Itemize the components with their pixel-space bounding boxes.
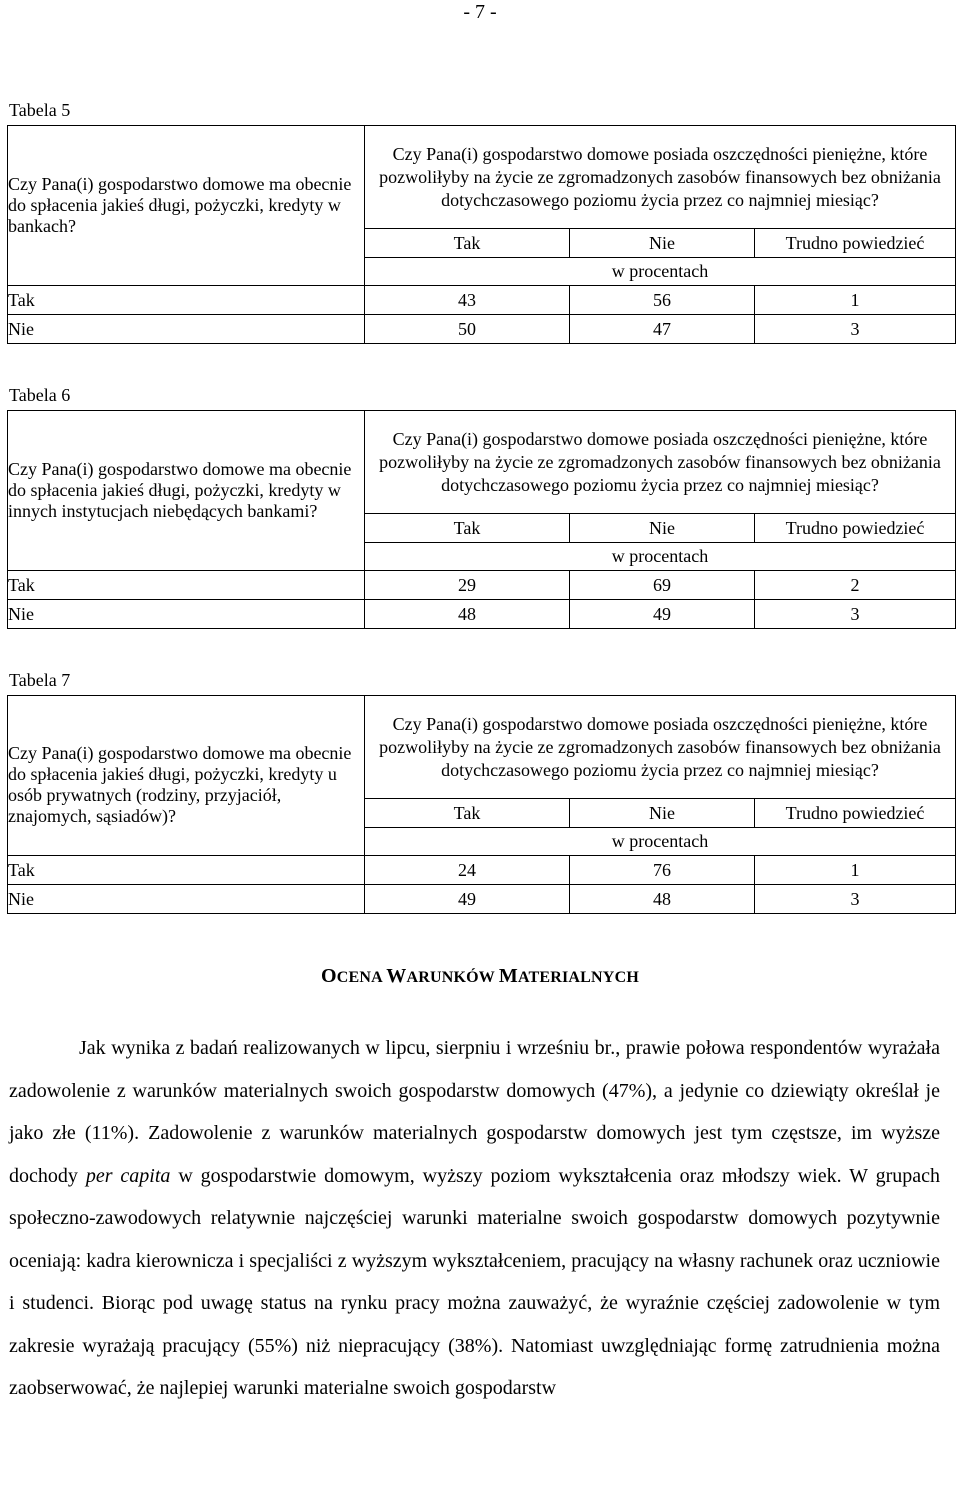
table-6-row-label: Tak: [8, 571, 365, 600]
table-cell: 3: [755, 315, 956, 344]
heading-initial: M: [498, 965, 518, 987]
table-cell: 29: [365, 571, 570, 600]
table-7-unit: w procentach: [365, 828, 956, 856]
table-cell: 49: [365, 885, 570, 914]
table-row: [8, 885, 956, 914]
table-5-row-label: Tak: [8, 286, 365, 315]
table-6-unit: w procentach: [365, 543, 956, 571]
table-row: [8, 315, 956, 344]
table-5-top-question: Czy Pana(i) gospodarstwo domowe posiada oszczędności pieniężne, które pozwoliłyby na życie ze zgromadzonych zasobów finansowych bez obniżania dotychczasowego poziomu życia przez co najmniej miesiąc?: [365, 126, 956, 229]
table-row: [8, 856, 956, 885]
table-cell: 3: [755, 600, 956, 629]
table-5-col-header: Nie: [570, 229, 755, 258]
heading-initial: W: [386, 965, 407, 987]
table-6-col-header: Tak: [365, 514, 570, 543]
table-5: [7, 125, 956, 344]
table-cell: 48: [365, 600, 570, 629]
table-7-col-header: Tak: [365, 799, 570, 828]
table-cell: 3: [755, 885, 956, 914]
heading-text: CENA: [336, 969, 387, 986]
body-paragraph: [9, 1027, 940, 1410]
heading-text: ATERIALNYCH: [517, 969, 639, 986]
table-5-col-header: Tak: [365, 229, 570, 258]
paragraph-text: w gospodarstwie domowym, wyższy poziom wykształcenia oraz młodszy wiek. W grupach społeczno-zawodowych relatywnie najczęściej warunki materialne swoich gospodarstw domowych pozytywnie oceniają: kadra kierownicza i specjaliści z wyższym wykształceniem, pracujący na własny rachunek oraz uczniowie i studenci. Biorąc pod uwagę status na rynku pracy można zauważyć, że wyraźnie częściej zadowolenie w tym zakresie wyrażają pracujący (55%) niż niepracujący (38%). Natomiast uwzględniając formę zatrudnienia można zaobserwować, że najlepiej warunki materialne swoich gospodarstw: [9, 1164, 940, 1399]
table-6-title: Tabela 6: [9, 385, 71, 405]
table-row: [8, 571, 956, 600]
table-cell: 49: [570, 600, 755, 629]
table-7-col-header: Nie: [570, 799, 755, 828]
table-5-row-label: Nie: [8, 315, 365, 344]
table-7-col-header: Trudno powiedzieć: [755, 799, 956, 828]
table-cell: 48: [570, 885, 755, 914]
page-number: - 7 -: [463, 1, 497, 23]
table-6: [7, 410, 956, 629]
table-6-top-question: Czy Pana(i) gospodarstwo domowe posiada oszczędności pieniężne, które pozwoliłyby na życie ze zgromadzonych zasobów finansowych bez obniżania dotychczasowego poziomu życia przez co najmniej miesiąc?: [365, 411, 956, 514]
table-5-col-header: Trudno powiedzieć: [755, 229, 956, 258]
table-cell: 56: [570, 286, 755, 315]
table-7-top-question: Czy Pana(i) gospodarstwo domowe posiada oszczędności pieniężne, które pozwoliłyby na życie ze zgromadzonych zasobów finansowych bez obniżania dotychczasowego poziomu życia przez co najmniej miesiąc?: [365, 696, 956, 799]
table-5-title: Tabela 5: [9, 100, 71, 120]
table-7: [7, 695, 956, 914]
table-7-left-question: Czy Pana(i) gospodarstwo domowe ma obecnie do spłacenia jakieś długi, pożyczki, kredyty u osób prywatnych (rodziny, przyjaciół, znajomych, sąsiadów)?: [8, 696, 365, 856]
table-6-row-label: Nie: [8, 600, 365, 629]
table-cell: 2: [755, 571, 956, 600]
table-cell: 69: [570, 571, 755, 600]
heading-text: ARUNKÓW: [406, 969, 499, 986]
table-5-unit: w procentach: [365, 258, 956, 286]
table-cell: 1: [755, 856, 956, 885]
paragraph-text: Jak wynika z badań realizowanych w lipcu, sierpniu i wrześniu br., prawie połowa respondentów wyrażała zadowolenie z warunków materialnych swoich gospodarstw domowych (47%), a jedynie co dziewiąty określał je jako złe (11%). Zadowolenie z warunków materialnych gospodarstw domowych jest tym częstsze, im wyższe dochody: [9, 1037, 940, 1187]
section-heading: [0, 965, 960, 988]
table-7-row-label: Tak: [8, 856, 365, 885]
heading-initial: O: [321, 965, 337, 987]
table-cell: 50: [365, 315, 570, 344]
table-7-title: Tabela 7: [9, 670, 71, 690]
table-row: [8, 286, 956, 315]
table-cell: 1: [755, 286, 956, 315]
table-row: [8, 600, 956, 629]
table-cell: 76: [570, 856, 755, 885]
table-cell: 43: [365, 286, 570, 315]
table-5-left-question: Czy Pana(i) gospodarstwo domowe ma obecnie do spłacenia jakieś długi, pożyczki, kredyty w bankach?: [8, 126, 365, 286]
paragraph-italic: per capita: [85, 1164, 171, 1187]
table-6-col-header: Nie: [570, 514, 755, 543]
table-6-left-question: Czy Pana(i) gospodarstwo domowe ma obecnie do spłacenia jakieś długi, pożyczki, kredyty w innych instytucjach niebędących bankami?: [8, 411, 365, 571]
table-7-row-label: Nie: [8, 885, 365, 914]
table-cell: 24: [365, 856, 570, 885]
table-cell: 47: [570, 315, 755, 344]
table-6-col-header: Trudno powiedzieć: [755, 514, 956, 543]
